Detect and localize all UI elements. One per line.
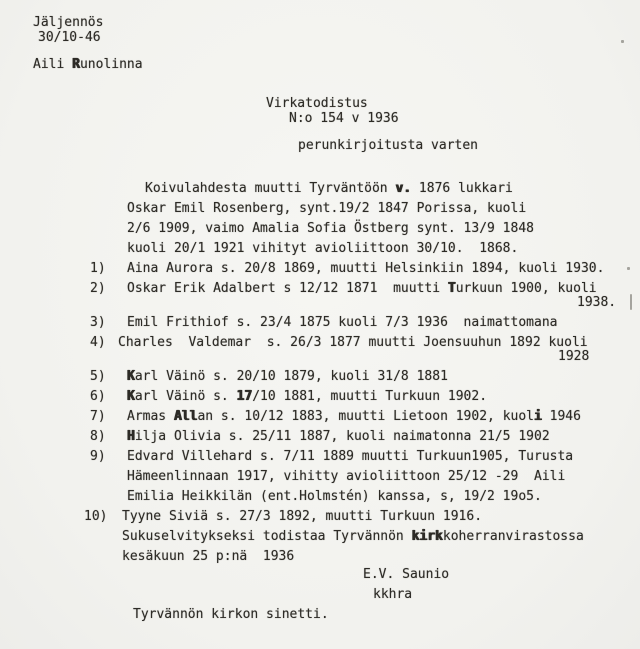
overstruck-text: v. <box>395 181 412 196</box>
item-5-number <box>90 369 106 384</box>
typewritten-text: Edvard Villehard s. 7/11 1889 muutti Turkuun <box>127 449 472 464</box>
item-6-text <box>127 389 487 404</box>
body-line-2 <box>127 201 526 216</box>
typewritten-text: Oskar Emil Rosenberg, synt.19/2 1847 Porissa, kuoli <box>127 201 527 216</box>
item-9-cont-1 <box>127 469 565 484</box>
overstruck-text: R <box>72 57 80 72</box>
typewritten-text: arl Väinö s. <box>134 389 237 404</box>
copy-date <box>38 30 101 45</box>
typewritten-text: Emilia Heikkilän (ent.Holmstén) kanssa, s, 19/2 19o5. <box>127 489 542 504</box>
typewritten-text: Emil Frithiof s. 23/4 1875 kuoli 7/3 1936 naimattomana <box>127 315 558 330</box>
typewritten-text: Virkatodistus <box>266 96 368 111</box>
overstruck-text: K <box>127 389 135 404</box>
typewritten-text: Armas <box>127 409 174 424</box>
attestation-line-1 <box>122 529 584 544</box>
item-5-text <box>127 369 448 384</box>
typewritten-text: koherranvirastossa <box>442 529 584 544</box>
typewritten-text: urkuun 1900, kuoli <box>455 281 597 296</box>
signature-name <box>363 567 449 582</box>
overstruck-text: All <box>173 409 198 424</box>
seal-note <box>133 607 329 622</box>
typewritten-text: kkhra <box>373 587 413 602</box>
typewritten-text: Charles Valdemar s. 26/3 1877 muutti Joensuuhun 1892 kuoli <box>118 335 588 350</box>
scan-speck <box>630 294 632 310</box>
typewritten-text: 30/10-46 <box>38 30 101 45</box>
overstruck-text: H <box>127 429 135 444</box>
item-8-text <box>127 429 550 444</box>
typewritten-text: 6) <box>90 389 106 404</box>
doc-number <box>289 111 399 126</box>
item-9-text <box>127 449 573 464</box>
item-1-text <box>127 261 604 276</box>
typewritten-text: Hämeenlinnaan 1917, vihitty avioliittoon 25/12 -29 Aili <box>127 469 566 484</box>
item-3-text <box>127 315 557 330</box>
typewritten-text: kuoli 20/1 1921 vihityt avioliittoon 30/10. 1868. <box>127 241 519 256</box>
typewritten-text: 3) <box>90 315 106 330</box>
attestation-line-2 <box>122 549 294 564</box>
typewritten-text: 1905, Turusta <box>471 449 574 464</box>
typewritten-text: N:o 154 v 1936 <box>289 111 399 126</box>
typewritten-text: 1876 lukkari <box>411 181 513 196</box>
typewritten-text: Tyyne Siviä s. 27/3 1892, muutti Turkuun 1916. <box>122 509 483 524</box>
body-line-3 <box>127 221 534 236</box>
typewritten-text: Koivulahdesta muutti Tyrväntöön <box>145 181 396 196</box>
item-10-number <box>84 509 107 524</box>
typewritten-text: Aina Aurora s. 20/8 1869, muutti Helsinkiin 1894, kuoli 1930. <box>127 261 605 276</box>
typewritten-text: 1928 <box>558 349 590 364</box>
item-4-number <box>90 335 106 350</box>
item-9-cont-2 <box>127 489 542 504</box>
typewritten-text: ilja Olivia s. 25/11 1887, kuoli naimatonna 21/5 1902 <box>134 429 550 444</box>
doc-purpose <box>298 138 478 153</box>
scan-speck <box>621 40 624 43</box>
copy-note <box>33 15 103 30</box>
typewritten-text: Aili <box>33 57 73 72</box>
item-7-number <box>90 409 106 424</box>
typewritten-text: Jäljennös <box>33 15 104 30</box>
typewritten-text: Sukuselvitykseksi todistaa Tyrvännön <box>122 529 412 544</box>
typewritten-text: 1938. <box>577 295 617 310</box>
overstruck-text: kirk <box>411 529 443 544</box>
item-1-number <box>90 261 106 276</box>
item-2-number <box>90 281 106 296</box>
typewritten-text: unolinna <box>79 57 143 72</box>
item-10-text <box>122 509 482 524</box>
doc-title <box>266 96 368 111</box>
typewritten-text: 2) <box>90 281 106 296</box>
typewritten-text: 10) <box>84 509 108 524</box>
typewritten-text: E.V. Saunio <box>363 567 450 582</box>
body-line-1 <box>145 181 513 196</box>
typewritten-text: perunkirjoitusta varten <box>298 138 479 153</box>
typewritten-text: 2/6 1909, vaimo Amalia Sofia Östberg synt. 13/9 1848 <box>127 221 534 236</box>
item-2-text <box>127 281 597 296</box>
typewritten-text: 9) <box>90 449 106 464</box>
typewritten-text: Oskar Erik Adalbert s 12/12 1871 muutti <box>127 281 448 296</box>
item-4-cont <box>558 349 589 364</box>
typewritten-text: arl Väinö s. 20/10 1879, kuoli 31/8 1881 <box>134 369 448 384</box>
body-line-4 <box>127 241 518 256</box>
typewritten-text: 4) <box>90 335 106 350</box>
item-7-text <box>127 409 581 424</box>
item-3-number <box>90 315 106 330</box>
typewritten-text: 1946 <box>541 409 581 424</box>
overstruck-text: T <box>447 281 456 296</box>
typewritten-text: Tyrvännön kirkon sinetti. <box>133 607 329 622</box>
item-2-cont <box>577 295 616 310</box>
item-9-number <box>90 449 106 464</box>
recipient-name <box>33 57 143 72</box>
typewritten-text: 8) <box>90 429 106 444</box>
scan-speck <box>627 267 630 270</box>
typewritten-text: 7) <box>90 409 106 424</box>
overstruck-text: 17 <box>236 389 253 404</box>
item-4-text <box>118 335 588 350</box>
typewritten-text: 1) <box>90 261 106 276</box>
typewritten-text: 5) <box>90 369 106 384</box>
overstruck-text: K <box>127 369 135 384</box>
typewritten-text: kesäkuun 25 p:nä 1936 <box>122 549 295 564</box>
item-6-number <box>90 389 106 404</box>
typewritten-text: /10 1881, muutti Turkuun 1902. <box>252 389 488 404</box>
signature-title <box>373 587 412 602</box>
item-8-number <box>90 429 106 444</box>
typewritten-text: an s. 10/12 1883, muutti Lietoon 1902, kuol <box>197 409 534 424</box>
overstruck-text: i <box>534 409 542 424</box>
